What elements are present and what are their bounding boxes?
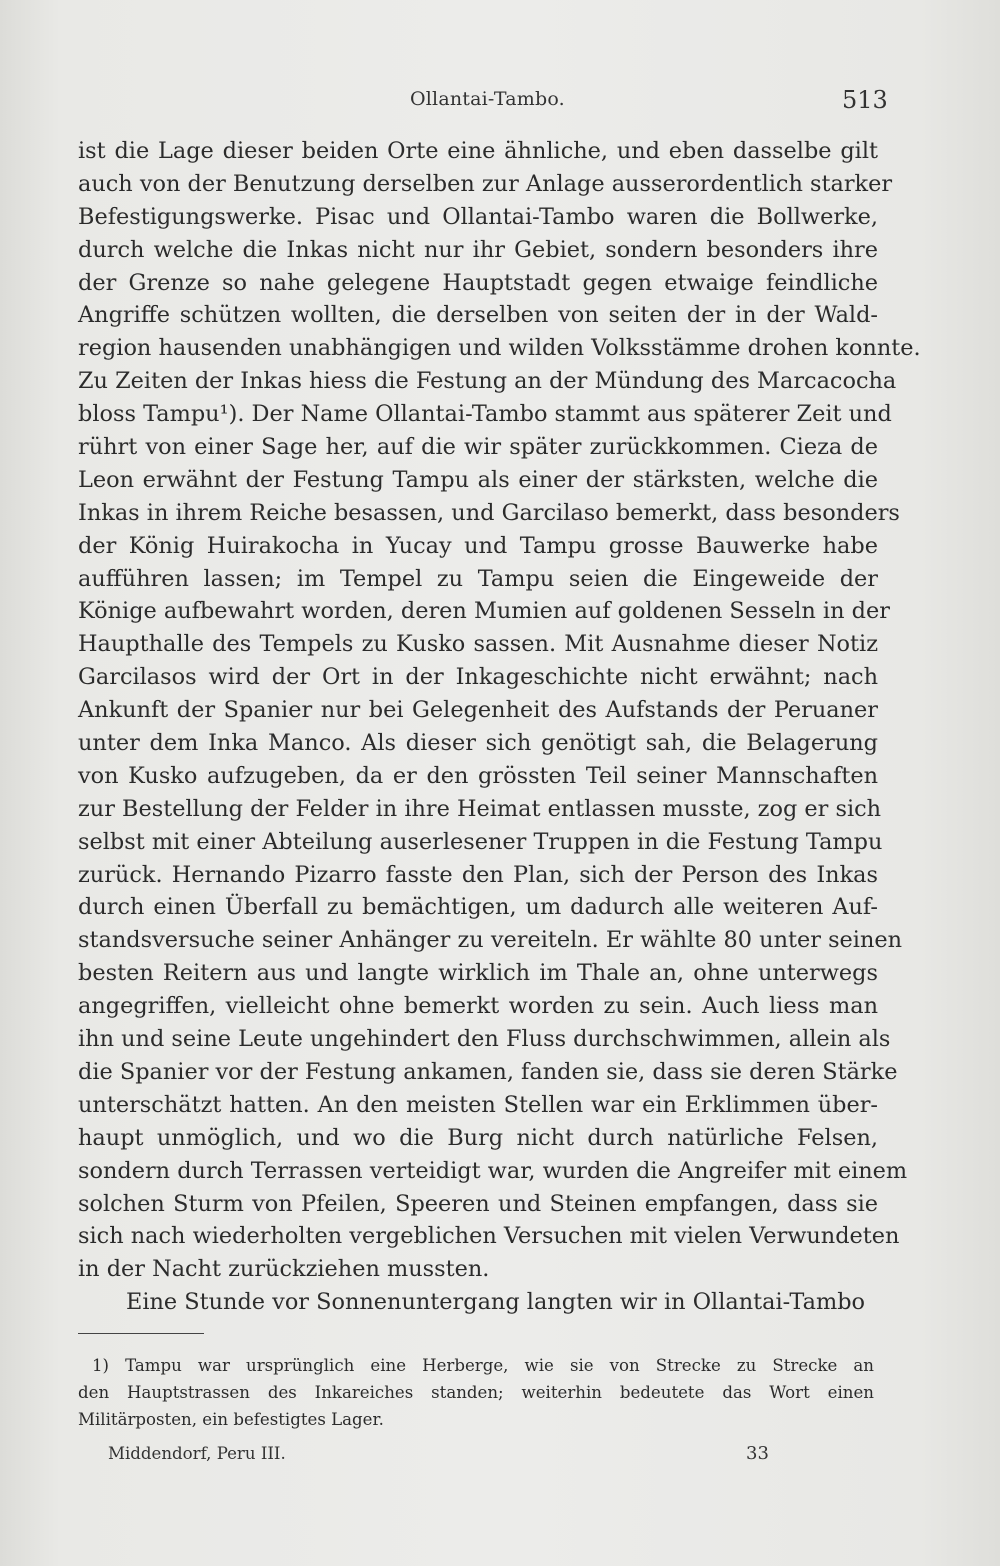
text-line: Leon erwähnt der Festung Tampu als einer der stärksten, welche die [78, 466, 878, 493]
text-line: der Grenze so nahe gelegene Hauptstadt gegen etwaige feindliche [78, 269, 878, 296]
body-text [78, 135, 921, 1319]
text-line: unterschätzt hatten. An den meisten Stellen war ein Erklimmen über- [78, 1091, 878, 1118]
text-line: angegriffen, vielleicht ohne bemerkt worden zu sein. Auch liess man [78, 993, 878, 1020]
text-line: selbst mit einer Abteilung auserlesener Truppen in die Festung Tampu [78, 828, 883, 855]
footnote-line: Militärposten, ein befestigtes Lager. [78, 1410, 384, 1429]
text-line: Zu Zeiten der Inkas hiess die Festung an der Mündung des Marcacocha [78, 368, 897, 395]
text-line: die Spanier vor der Festung ankamen, fanden sie, dass sie deren Stärke [78, 1058, 898, 1085]
text-line: der König Huirakocha in Yucay und Tampu grosse Bauwerke habe [78, 532, 878, 559]
printer-signature: Middendorf, Peru III. [108, 1444, 286, 1463]
footnote-line: den Hauptstrassen des Inkareiches standen; weiterhin bedeutete das Wort einen [78, 1383, 874, 1402]
text-line: durch welche die Inkas nicht nur ihr Gebiet, sondern besonders ihre [78, 236, 878, 263]
text-line: Angriffe schützen wollten, die derselben von seiten der in der Wald- [78, 302, 878, 329]
footnote-rule [78, 1333, 204, 1334]
text-line: von Kusko aufzugeben, da er den grössten Teil seiner Mannschaften [78, 762, 878, 789]
text-line: Könige aufbewahrt worden, deren Mumien auf goldenen Sesseln in der [78, 598, 890, 625]
text-line-paragraph-end: in der Nacht zurückziehen mussten. [78, 1256, 490, 1283]
text-line: solchen Sturm von Pfeilen, Speeren und Steinen empfangen, dass sie [78, 1190, 878, 1217]
running-title: Ollantai-Tambo. [410, 88, 565, 110]
text-line: bloss Tampu¹). Der Name Ollantai-Tambo stammt aus späterer Zeit und [78, 401, 892, 428]
text-line: aufführen lassen; im Tempel zu Tampu seien die Eingeweide der [78, 565, 878, 592]
text-line: ihn und seine Leute ungehindert den Fluss durchschwimmen, allein als [78, 1026, 891, 1053]
text-line: sondern durch Terrassen verteidigt war, wurden die Angreifer mit einem [78, 1157, 908, 1184]
text-line: Haupthalle des Tempels zu Kusko sassen. Mit Ausnahme dieser Notiz [78, 631, 878, 658]
text-line: rührt von einer Sage her, auf die wir später zurückkommen. Cieza de [78, 434, 878, 461]
text-line: ist die Lage dieser beiden Orte eine ähnliche, und eben dasselbe gilt [78, 138, 878, 164]
text-line: standsversuche seiner Anhänger zu vereiteln. Er wählte 80 unter seinen [78, 927, 903, 954]
text-line: Befestigungswerke. Pisac und Ollantai-Tambo waren die Bollwerke, [78, 203, 878, 230]
footnote-line: 1) Tampu war ursprünglich eine Herberge, wie sie von Strecke zu Strecke an [92, 1356, 874, 1375]
text-line: unter dem Inka Manco. Als dieser sich genötigt sah, die Belagerung [78, 730, 878, 757]
footnote [78, 1352, 874, 1433]
text-line: Ankunft der Spanier nur bei Gelegenheit des Aufstands der Peruaner [78, 697, 878, 724]
text-line: region hausenden unabhängigen und wilden Volksstämme drohen konnte. [78, 335, 921, 362]
text-line: sich nach wiederholten vergeblichen Versuchen mit vielen Verwundeten [78, 1223, 900, 1250]
text-line: durch einen Überfall zu bemächtigen, um dadurch alle weiteren Auf- [78, 894, 878, 921]
page-number: 513 [842, 86, 888, 114]
text-line: Garcilasos wird der Ort in der Inkageschichte nicht erwähnt; nach [78, 664, 878, 691]
text-line-paragraph-start: Eine Stunde vor Sonnenuntergang langten wir in Ollantai-Tambo [126, 1289, 866, 1316]
text-line: auch von der Benutzung derselben zur Anlage ausserordentlich starker [78, 170, 893, 197]
text-line: haupt unmöglich, und wo die Burg nicht durch natürliche Felsen, [78, 1124, 878, 1151]
text-line: zur Bestellung der Felder in ihre Heimat entlassen musste, zog er sich [78, 795, 882, 822]
text-line: besten Reitern aus und langte wirklich im Thale an, ohne unterwegs [78, 960, 878, 987]
signature-number: 33 [746, 1443, 769, 1464]
text-line: Inkas in ihrem Reiche besassen, und Garcilaso bemerkt, dass besonders [78, 499, 900, 526]
text-line: zurück. Hernando Pizarro fasste den Plan, sich der Person des Inkas [78, 861, 878, 888]
